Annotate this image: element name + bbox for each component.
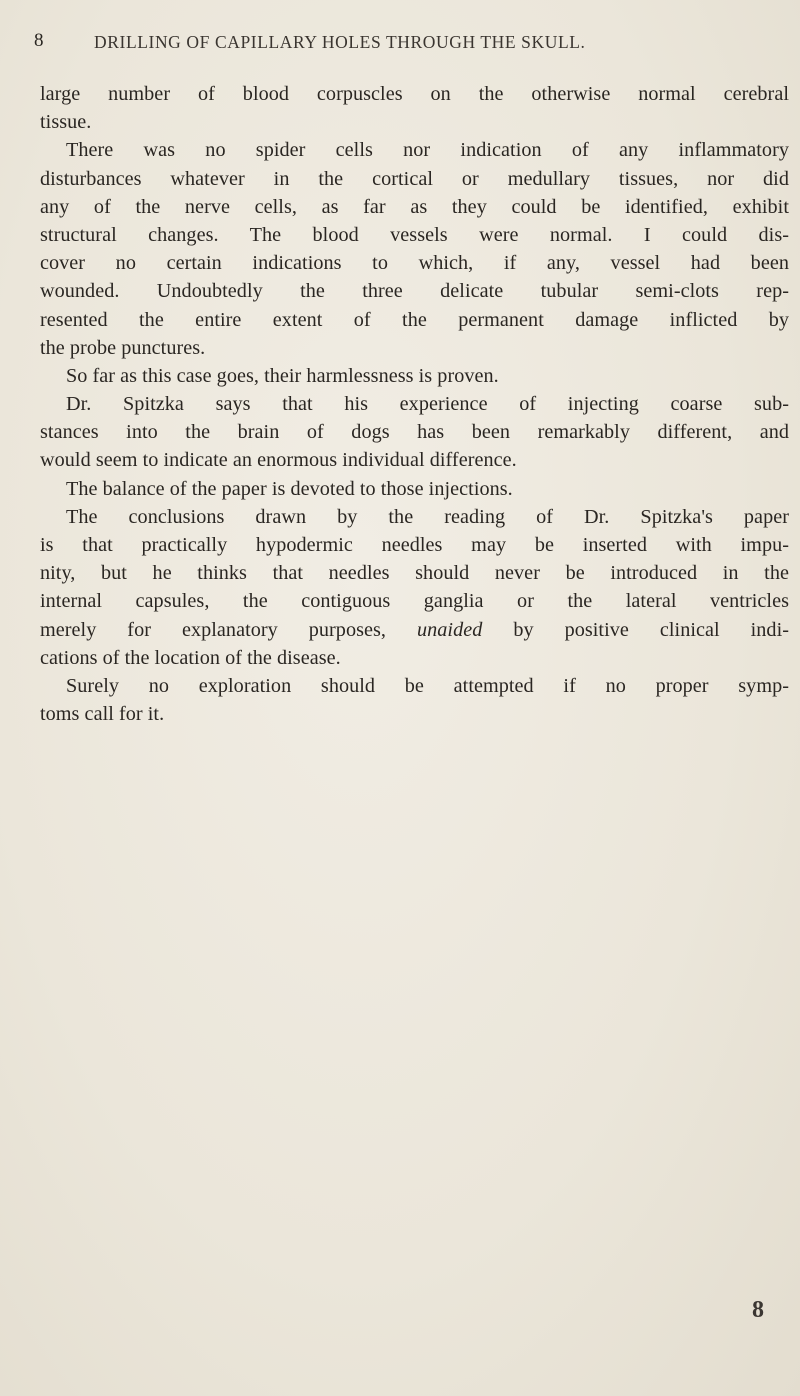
text-line: toms call for it. bbox=[40, 703, 165, 726]
running-head bbox=[34, 30, 794, 60]
text-line: structural changes. The blood vessels were normal. I could dis- bbox=[40, 223, 789, 246]
paragraph-4 bbox=[40, 390, 789, 475]
text-line: wounded. Undoubtedly the three delicate tubular semi-clots rep- bbox=[40, 280, 789, 303]
text-line: tissue. bbox=[40, 111, 92, 134]
text-line: large number of blood corpuscles on the otherwise normal cerebral bbox=[40, 83, 789, 105]
footer-mark: 8 bbox=[752, 1297, 764, 1323]
page-number: 8 bbox=[34, 30, 44, 51]
text-run: merely for explanatory purposes, bbox=[40, 618, 417, 641]
text-line: Surely no exploration should be attempted if no proper symp- bbox=[66, 674, 789, 697]
paragraph-7 bbox=[40, 672, 789, 728]
paragraph-3 bbox=[40, 362, 789, 390]
text-line: So far as this case goes, their harmlessness is proven. bbox=[66, 364, 499, 387]
text-line: The balance of the paper is devoted to those injections. bbox=[66, 477, 513, 500]
text-run: by positive clinical indi- bbox=[482, 618, 789, 641]
paragraph-6 bbox=[40, 503, 789, 672]
text-line: the probe punctures. bbox=[40, 336, 206, 359]
text-line: cations of the location of the disease. bbox=[40, 646, 341, 669]
text-line: nity, but he thinks that needles should never be introduced in the bbox=[40, 562, 789, 585]
text-line: There was no spider cells nor indication of any inflammatory bbox=[66, 139, 789, 162]
italic-word: unaided bbox=[416, 618, 483, 641]
text-line: resented the entire extent of the permanent damage inflicted by bbox=[40, 308, 789, 331]
text-line: internal capsules, the contiguous ganglia or the lateral ventricles bbox=[40, 590, 789, 613]
text-line-with-italic bbox=[40, 616, 789, 644]
text-line: stances into the brain of dogs has been remarkably different, and bbox=[40, 421, 789, 444]
paragraph-2 bbox=[40, 136, 789, 362]
text-line: Dr. Spitzka says that his experience of injecting coarse sub- bbox=[66, 393, 789, 416]
body-text bbox=[40, 80, 789, 728]
text-line: The conclusions drawn by the reading of Dr. Spitzka's paper bbox=[66, 505, 789, 528]
paragraph-1 bbox=[40, 80, 789, 136]
text-line: cover no certain indications to which, if any, vessel had been bbox=[40, 252, 789, 275]
paragraph-5 bbox=[40, 475, 789, 503]
text-line: disturbances whatever in the cortical or medullary tissues, nor did bbox=[40, 167, 789, 190]
text-line: is that practically hypodermic needles may be inserted with impu- bbox=[40, 534, 789, 556]
text-line: any of the nerve cells, as far as they could be identified, exhibit bbox=[40, 195, 789, 218]
text-line: would seem to indicate an enormous individual difference. bbox=[40, 449, 517, 472]
running-title: DRILLING OF CAPILLARY HOLES THROUGH THE SKULL. bbox=[94, 32, 586, 52]
